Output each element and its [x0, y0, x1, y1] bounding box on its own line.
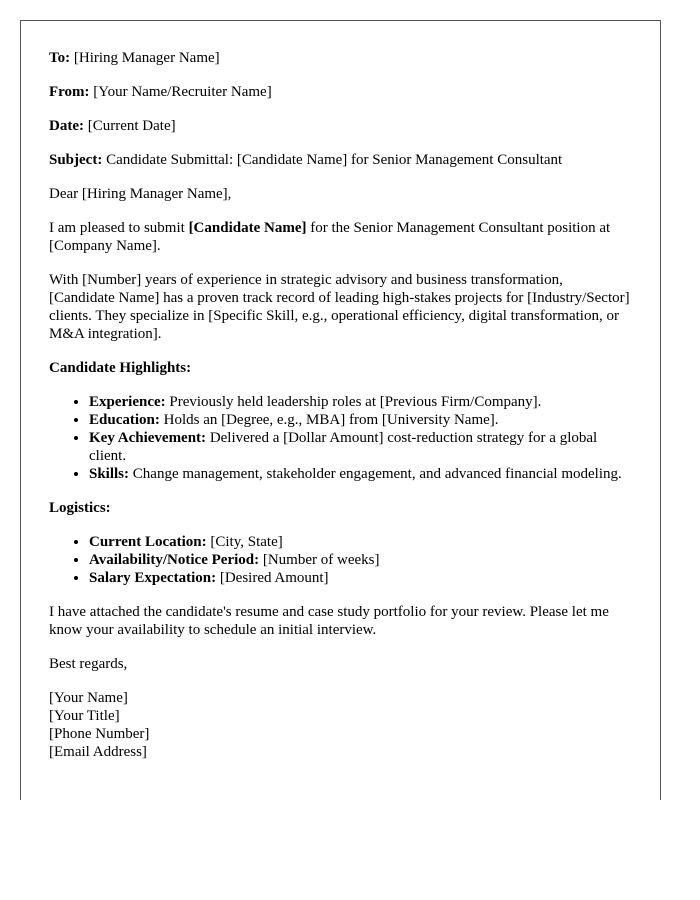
logistics-label: Availability/Notice Period:	[89, 552, 260, 568]
experience-paragraph: With [Number] years of experience in strategic advisory and business transformation, [Candidate Name] has a proven track record of leading high-stakes projects for [Industry/Sector] clients. They specialize in [Specific Skill, e.g., operational efficiency, digital transformation, or M&A integration].	[49, 272, 630, 342]
subject-value: Candidate Submittal: [Candidate Name] for Senior Management Consultant	[102, 152, 563, 168]
highlight-label: Skills:	[89, 466, 130, 482]
from-value: [Your Name/Recruiter Name]	[89, 84, 272, 100]
logistics-text: [City, State]	[206, 534, 283, 550]
logistics-label: Current Location:	[89, 534, 207, 550]
logistics-label: Salary Expectation:	[89, 570, 217, 586]
logistics-heading-text: Logistics:	[49, 500, 111, 516]
letter-document	[20, 20, 661, 800]
to-line	[49, 49, 632, 67]
highlight-label: Experience:	[89, 394, 166, 410]
highlight-text: Delivered a [Dollar Amount] cost-reduction strategy for a global client.	[89, 430, 598, 464]
intro-text-before: I am pleased to submit	[49, 220, 189, 236]
highlight-label: Key Achievement:	[89, 430, 207, 446]
intro-candidate-name: [Candidate Name]	[188, 220, 307, 236]
highlight-item-skills	[89, 465, 632, 483]
from-label: From:	[49, 84, 90, 100]
date-value: [Current Date]	[83, 118, 176, 134]
highlight-text: Change management, stakeholder engagement, and advanced financial modeling.	[129, 466, 622, 482]
highlight-text: Holds an [Degree, e.g., MBA] from [University Name].	[159, 412, 499, 428]
intro-paragraph	[49, 219, 632, 255]
logistics-heading	[49, 499, 632, 517]
subject-label: Subject:	[49, 152, 103, 168]
logistics-item-salary	[89, 569, 632, 587]
logistics-text: [Desired Amount]	[216, 570, 329, 586]
highlight-item-achievement	[89, 429, 632, 465]
highlights-heading	[49, 359, 632, 377]
signature-block	[49, 689, 632, 761]
date-label: Date:	[49, 118, 84, 134]
logistics-list	[49, 533, 632, 587]
to-value: [Hiring Manager Name]	[70, 50, 220, 66]
salutation: Dear [Hiring Manager Name],	[49, 186, 232, 202]
closing-paragraph: I have attached the candidate's resume and case study portfolio for your review. Please let me know your availability to schedule an initial interview.	[49, 604, 609, 638]
sign-off: Best regards,	[49, 656, 128, 672]
highlights-list	[49, 393, 632, 483]
highlight-label: Education:	[89, 412, 160, 428]
from-line	[49, 83, 632, 101]
logistics-item-availability	[89, 551, 632, 569]
to-label: To:	[49, 50, 71, 66]
signature-phone: [Phone Number]	[49, 726, 150, 742]
logistics-text: [Number of weeks]	[259, 552, 380, 568]
highlight-text: Previously held leadership roles at [Previous Firm/Company].	[165, 394, 542, 410]
subject-line	[49, 151, 632, 169]
logistics-item-location	[89, 533, 632, 551]
signature-name: [Your Name]	[49, 690, 128, 706]
intro-text-after: for the Senior Management Consultant position at [Company Name].	[49, 220, 611, 254]
date-line	[49, 117, 632, 135]
highlight-item-education	[89, 411, 632, 429]
signature-title: [Your Title]	[49, 708, 120, 724]
highlights-heading-text: Candidate Highlights:	[49, 360, 192, 376]
signature-email: [Email Address]	[49, 744, 147, 760]
highlight-item-experience	[89, 393, 632, 411]
